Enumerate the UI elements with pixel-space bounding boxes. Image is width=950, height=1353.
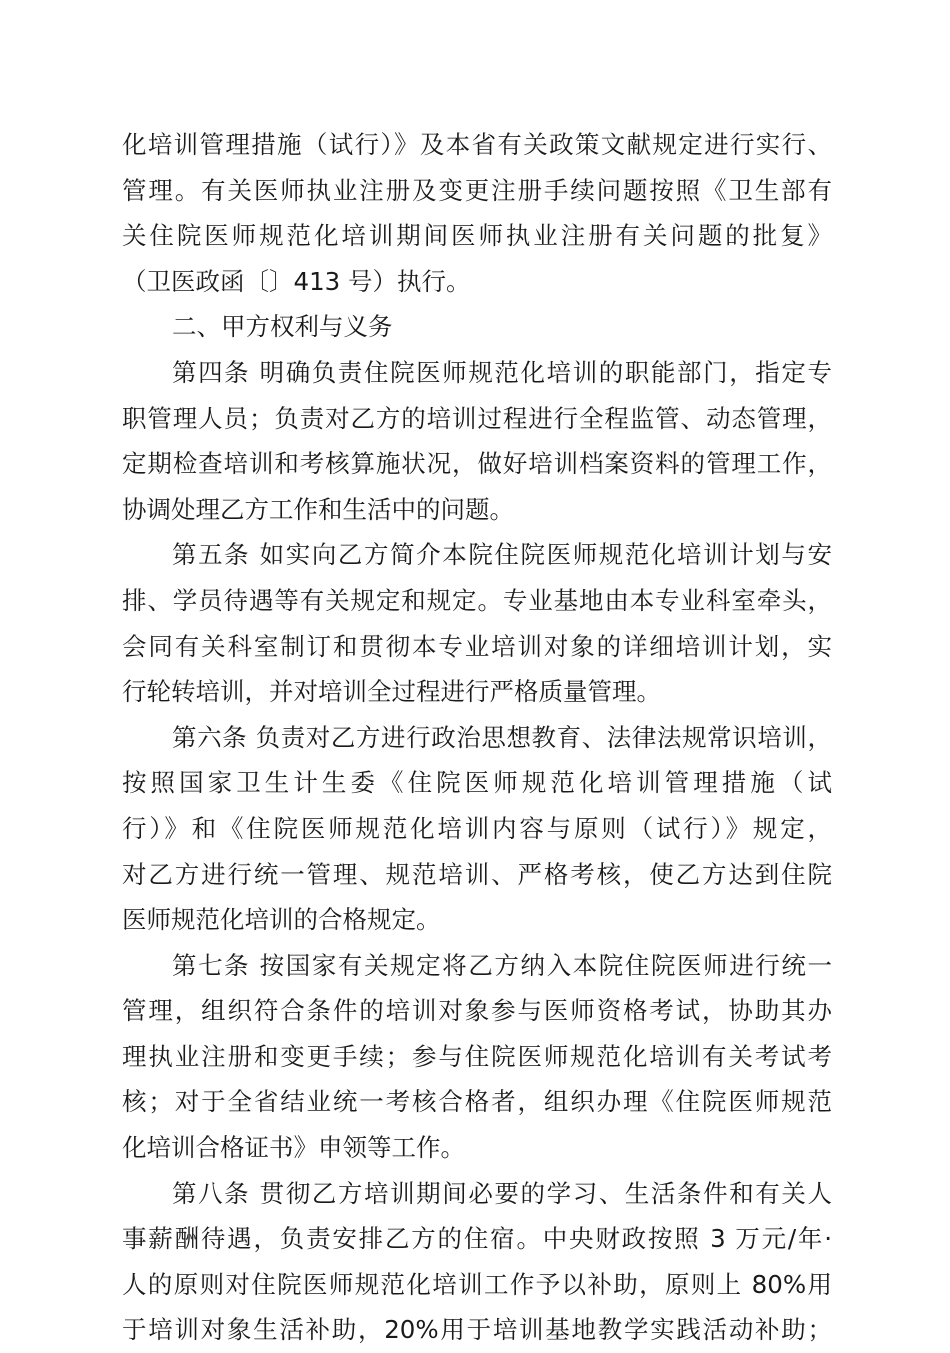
text-line: 核；对于全省结业统一考核合格者，组织办理《住院医师规范 xyxy=(122,1087,832,1117)
text-line: 人的原则对住院医师规范化培训工作予以补助，原则上 80%用 xyxy=(122,1269,832,1299)
text-line: 管理。有关医师执业注册及变更注册手续问题按照《卫生部有 xyxy=(122,175,832,205)
text-line: 化培训合格证书》申领等工作。 xyxy=(122,1133,465,1163)
text-line: （卫医政函〔〕413 号）执行。 xyxy=(122,266,471,296)
article-8-line: 第八条 贯彻乙方培训期间必要的学习、生活条件和有关人 xyxy=(172,1178,832,1208)
text-line: 按照国家卫生计生委《住院医师规范化培训管理措施（试 xyxy=(122,768,832,798)
text-line: 行轮转培训，并对培训全过程进行严格质量管理。 xyxy=(122,677,661,707)
text-line: 理执业注册和变更手续；参与住院医师规范化培训有关考试考 xyxy=(122,1041,832,1071)
text-line: 职管理人员；负责对乙方的培训过程进行全程监管、动态管理， xyxy=(122,403,832,433)
text-line: 医师规范化培训的合格规定。 xyxy=(122,905,441,935)
article-5-line: 第五条 如实向乙方简介本院住院医师规范化培训计划与安 xyxy=(172,540,832,570)
text-line: 定期检查培训和考核算施状况，做好培训档案资料的管理工作， xyxy=(122,449,832,479)
text-line: 会同有关科室制订和贯彻本专业培训对象的详细培训计划，实 xyxy=(122,631,832,661)
section-heading: 二、甲方权利与义务 xyxy=(172,312,393,342)
document-body xyxy=(122,122,832,1353)
text-line: 管理，组织符合条件的培训对象参与医师资格考试，协助其办 xyxy=(122,996,832,1026)
text-line: 排、学员待遇等有关规定和规定。专业基地由本专业科室牵头， xyxy=(122,585,832,615)
text-line: 于培训对象生活补助，20%用于培训基地教学实践活动补助； xyxy=(122,1315,832,1345)
article-4-line: 第四条 明确负责住院医师规范化培训的职能部门，指定专 xyxy=(172,357,832,387)
article-6-line: 第六条 负责对乙方进行政治思想教育、法律法规常识培训， xyxy=(172,722,832,752)
text-line: 事薪酬待遇，负责安排乙方的住宿。中央财政按照 3 万元/年· xyxy=(122,1224,832,1254)
text-line: 对乙方进行统一管理、规范培训、严格考核，使乙方达到住院 xyxy=(122,859,832,889)
text-line: 化培训管理措施（试行）》及本省有关政策文献规定进行实行、 xyxy=(122,130,832,159)
text-line: 关住院医师规范化培训期间医师执业注册有关问题的批复》 xyxy=(122,221,832,251)
text-line: 行）》和《住院医师规范化培训内容与原则（试行）》规定， xyxy=(122,813,832,843)
article-7-line: 第七条 按国家有关规定将乙方纳入本院住院医师进行统一 xyxy=(172,950,832,980)
text-line: 协调处理乙方工作和生活中的问题。 xyxy=(122,494,514,524)
